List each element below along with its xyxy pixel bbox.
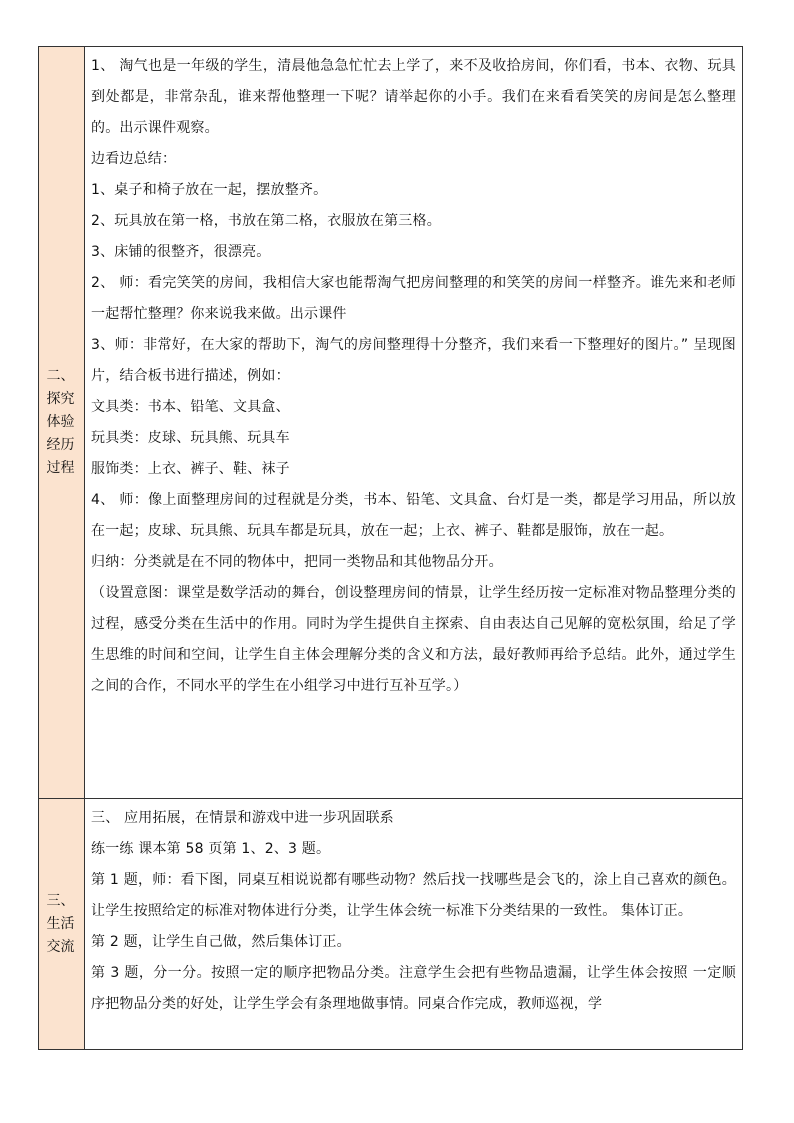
section-label-cell [39, 47, 85, 798]
label-line: 生活 [46, 915, 75, 932]
paragraph: 2、 师：看完笑笑的房间，我相信大家也能帮淘气把房间整理的和笑笑的房间一样整齐。谁先来和老师一起帮忙整理？你来说我来做。出示课件 [91, 275, 736, 322]
paragraph: 1、 淘气也是一年级的学生，清晨他急急忙忙去上学了，来不及收拾房间，你们看，书本、衣物、玩具到处都是，非常杂乱，谁来帮他整理一下呢？请举起你的小手。我们在来看看笑笑的房间是怎么整理的。出示课件观察。 [91, 58, 736, 136]
paragraph: 3、师：非常好，在大家的帮助下，淘气的房间整理得十分整齐，我们来看一下整理好的图片。” 呈现图片，结合板书进行描述，例如： [91, 337, 736, 384]
label-line: 探究 [46, 391, 75, 407]
label-line: 体验 [46, 414, 75, 430]
paragraph: 归纳：分类就是在不同的物体中，把同一类物品和其他物品分开。 [91, 554, 503, 570]
paragraph: 4、 师：像上面整理房间的过程就是分类，书本、铅笔、文具盒、台灯是一类，都是学习用品，所以放在一起；皮球、玩具熊、玩具车都是玩具，放在一起；上衣、裤子、鞋都是服饰，放在一起。 [91, 492, 736, 539]
label-line: 交流 [46, 938, 75, 955]
paragraph: 服饰类：上衣、裤子、鞋、袜子 [91, 461, 290, 477]
label-line: 经历 [46, 437, 75, 453]
section-label [47, 365, 77, 480]
paragraph: 3、床铺的很整齐，很漂亮。 [91, 244, 271, 260]
label-line: 二、 [46, 368, 75, 384]
paragraph: 三、 应用拓展，在情景和游戏中进一步巩固联系 [91, 810, 394, 826]
section-content [85, 799, 742, 1049]
section-label-cell [39, 799, 85, 1049]
paragraph: 文具类：书本、铅笔、文具盒、 [91, 399, 290, 415]
paragraph: 第 2 题，让学生自己做，然后集体订正。 [91, 934, 351, 950]
paragraph: 练一练 课本第 58 页第 1、2、3 题。 [91, 841, 331, 857]
paragraph: 2、玩具放在第一格，书放在第二格，衣服放在第三格。 [91, 213, 441, 229]
paragraph: 第 3 题，分一分。按照一定的顺序把物品分类。注意学生会把有些物品遗漏，让学生体会按照 一定顺序把物品分类的好处，让学生学会有条理地做事情。同桌合作完成，教师巡视，学 [91, 965, 736, 1012]
section-content [85, 47, 742, 798]
label-line: 三、 [46, 892, 75, 909]
paragraph: 边看边总结： [91, 151, 177, 167]
paragraph: 第 1 题，师：看下图，同桌互相说说都有哪些动物？然后找一找哪些是会飞的，涂上自己喜欢的颜色。 让学生按照给定的标准对物体进行分类，让学生体会统一标准下分类结果的一致性。 集体订正。 [91, 872, 736, 919]
paragraph: 1、桌子和椅子放在一起，摆放整齐。 [91, 182, 328, 198]
lesson-plan-table [38, 46, 743, 1050]
section-row-life [39, 799, 742, 1049]
section-label [47, 890, 77, 959]
paragraph: 玩具类：皮球、玩具熊、玩具车 [91, 430, 290, 446]
label-line: 过程 [46, 460, 75, 476]
section-row-explore [39, 47, 742, 799]
paragraph: （设置意图：课堂是数学活动的舞台，创设整理房间的情景，让学生经历按一定标准对物品整理分类的过程，感受分类在生活中的作用。同时为学生提供自主探索、自由表达自己见解的宽松氛围，给足了学生思维的时间和空间，让学生自主体会理解分类的含义和方法，最好教师再给予总结。此外，通过学生之间的合作，不同水平的学生在小组学习中进行互补互学。） [91, 585, 736, 694]
